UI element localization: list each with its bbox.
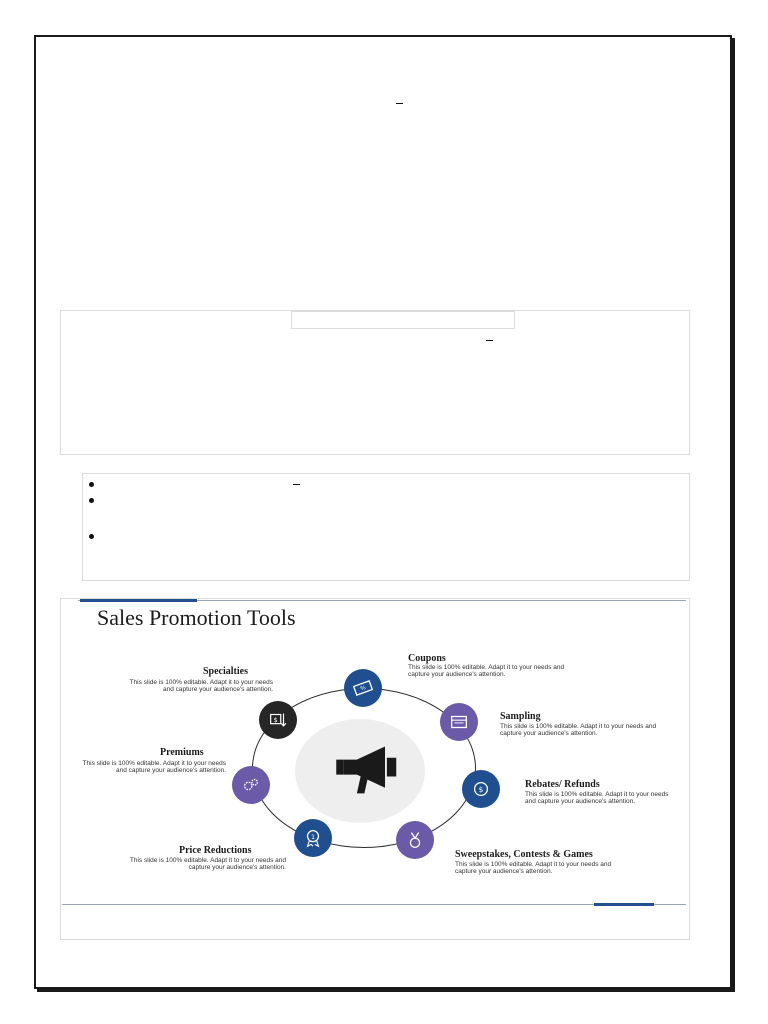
sampling-desc: This slide is 100% editable. Adapt it to your needs and capture your audience's attention. bbox=[500, 723, 657, 738]
top-accent-bar bbox=[80, 599, 197, 602]
svg-text:%: % bbox=[359, 685, 367, 693]
coupon-ticket-icon bbox=[352, 677, 374, 699]
sweepstakes-node bbox=[396, 821, 434, 859]
coupons-desc: This slide is 100% editable. Adapt it to your needs and capture your audience's attention. bbox=[408, 664, 565, 679]
slide-title: Sales Promotion Tools bbox=[97, 605, 296, 630]
center-circle bbox=[295, 719, 425, 823]
price-reductions-desc: This slide is 100% editable. Adapt it to your needs and capture your audience's attention. bbox=[129, 857, 286, 872]
bullet-point bbox=[89, 482, 94, 487]
svg-text:$: $ bbox=[478, 784, 484, 794]
rebates-node bbox=[462, 770, 500, 808]
sweepstakes-desc: This slide is 100% editable. Adapt it to your needs and capture your audience's attention. bbox=[455, 861, 612, 876]
rebates-desc: This slide is 100% editable. Adapt it to your needs and capture your audience's attention. bbox=[525, 791, 669, 806]
svg-text:$: $ bbox=[273, 715, 278, 724]
specialties-node bbox=[259, 701, 297, 739]
sales-promotion-slide bbox=[60, 598, 690, 940]
money-down-icon bbox=[267, 709, 289, 731]
empty-caption-box bbox=[291, 311, 515, 329]
bottom-rule bbox=[62, 904, 686, 905]
bullet-point bbox=[89, 498, 94, 503]
text-mark bbox=[486, 340, 493, 341]
sampling-node bbox=[440, 703, 478, 741]
svg-text:1: 1 bbox=[310, 832, 316, 841]
bottom-accent-bar bbox=[594, 903, 654, 906]
sample-box-icon bbox=[448, 711, 470, 733]
coupons-title: Coupons bbox=[408, 653, 446, 664]
premiums-title: Premiums bbox=[160, 747, 204, 758]
price-reductions-node bbox=[294, 819, 332, 857]
medal-icon bbox=[404, 829, 426, 851]
specialties-title: Specialties bbox=[203, 666, 248, 677]
refund-dollar-icon bbox=[470, 778, 492, 800]
text-mark bbox=[396, 103, 403, 104]
specialties-desc: This slide is 100% editable. Adapt it to your needs and capture your audience's attention. bbox=[129, 679, 273, 694]
gears-icon bbox=[240, 774, 262, 796]
megaphone-icon bbox=[332, 739, 408, 799]
bullet-list-box bbox=[82, 473, 690, 581]
premiums-node bbox=[232, 766, 270, 804]
coupons-node bbox=[344, 669, 382, 707]
rebates-title: Rebates/ Refunds bbox=[525, 779, 600, 790]
price-reductions-title: Price Reductions bbox=[179, 845, 252, 856]
empty-textbox-1 bbox=[60, 310, 690, 455]
text-mark bbox=[293, 484, 300, 485]
sampling-title: Sampling bbox=[500, 711, 541, 722]
award-ribbon-icon bbox=[302, 827, 324, 849]
sweepstakes-title: Sweepstakes, Contests & Games bbox=[455, 849, 593, 860]
bullet-point bbox=[89, 534, 94, 539]
premiums-desc: This slide is 100% editable. Adapt it to your needs and capture your audience's attention. bbox=[82, 760, 226, 775]
